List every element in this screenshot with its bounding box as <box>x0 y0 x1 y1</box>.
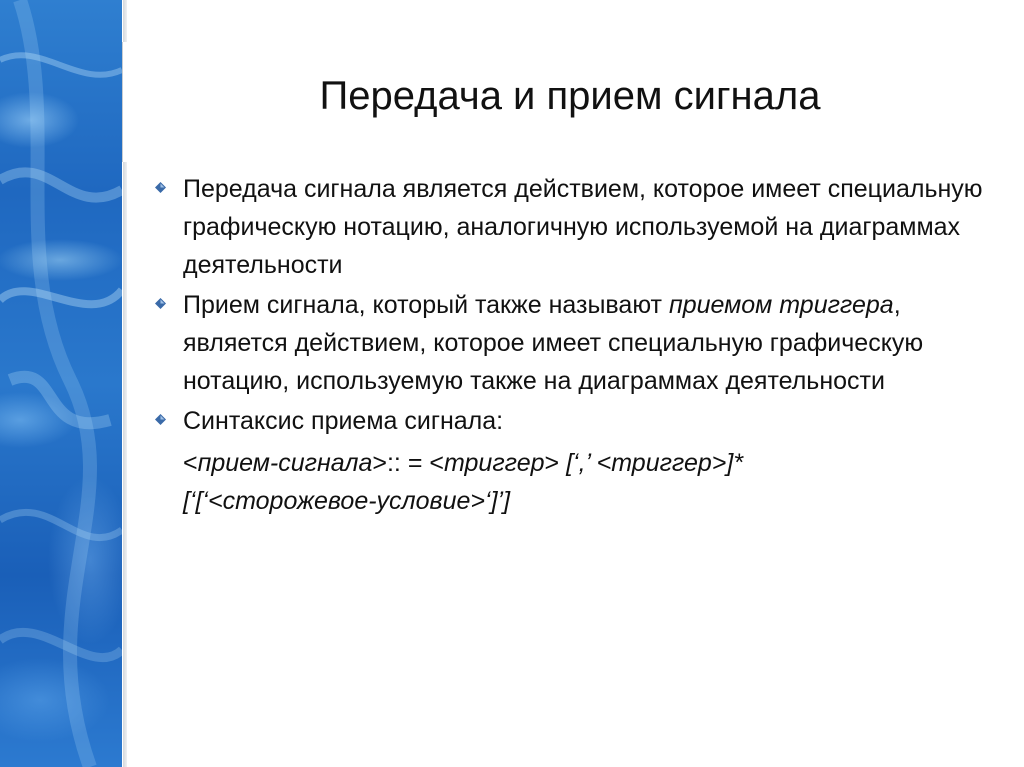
syntax-part: триггер <box>611 449 712 477</box>
decorative-side-panel <box>0 0 122 767</box>
syntax-part: [‘,’ < <box>566 449 612 477</box>
syntax-part: прием-сигнала <box>197 449 373 477</box>
bullet-item <box>152 286 992 400</box>
bullet-text: , является действием, которое имеет специальную графическую нотацию, используемую также на диаграммах деятельности <box>183 291 924 395</box>
syntax-part: >‘]’] <box>470 487 511 515</box>
wave-pattern <box>0 0 122 767</box>
syntax-part: >:: = < <box>372 449 444 477</box>
bullet-item <box>152 170 992 284</box>
syntax-line <box>183 444 992 482</box>
bullet-text: Прием сигнала, который также называют <box>183 291 669 319</box>
slide-body <box>152 170 992 520</box>
diamond-bullet-icon <box>155 182 166 193</box>
syntax-part: [‘[‘< <box>183 487 223 515</box>
syntax-part: сторожевое-условие <box>222 487 471 515</box>
syntax-formula <box>152 444 992 520</box>
diamond-bullet-icon <box>155 298 166 309</box>
syntax-part: < <box>183 449 198 477</box>
syntax-line <box>183 482 992 520</box>
title-tab <box>122 42 129 162</box>
syntax-part: >]* <box>711 449 744 477</box>
slide-title: Передача и прием сигнала <box>319 74 821 118</box>
bullet-text: Передача сигнала является действием, которое имеет специальную графическую нотацию, аналогичную используемой на диаграммах деятельности <box>183 175 983 279</box>
syntax-part: > <box>544 449 567 477</box>
bullet-text-italic: приемом триггера <box>668 291 894 319</box>
syntax-part: триггер <box>443 449 545 477</box>
diamond-bullet-icon <box>155 414 166 425</box>
bullet-item <box>152 402 992 440</box>
bullet-text: Синтаксис приема сигнала: <box>183 407 504 435</box>
